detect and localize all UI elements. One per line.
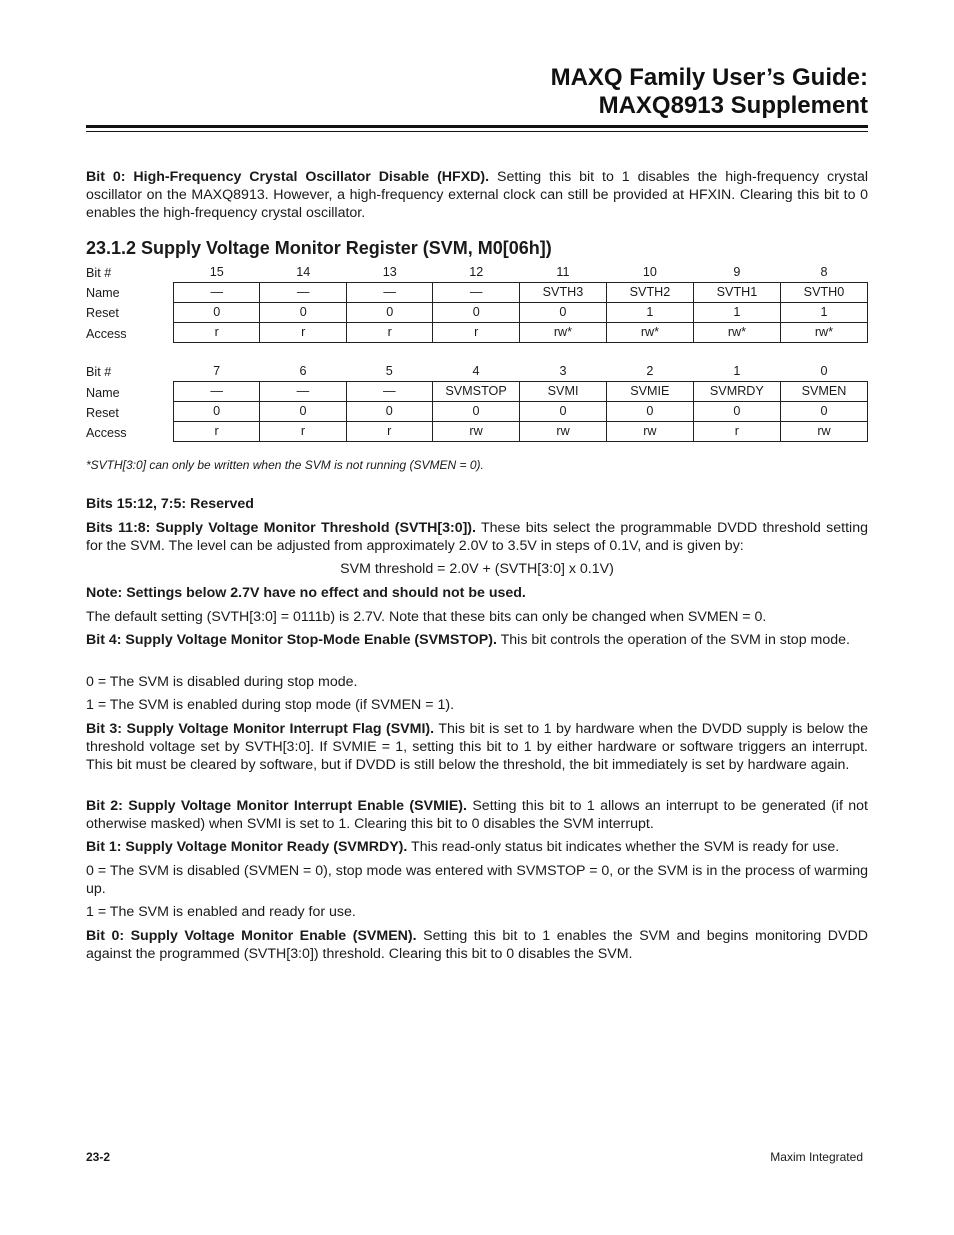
company-name: Maxim Integrated	[770, 1150, 863, 1164]
label-bit-upper: Bit #	[86, 266, 112, 280]
bit-number: 6	[299, 364, 307, 378]
bit-number: 9	[733, 265, 741, 279]
reset-cell: 0	[606, 402, 693, 422]
register-footnote: *SVTH[3:0] can only be written when the SVM is not running (SVMEN = 0).	[86, 458, 484, 472]
settings-note: Note: Settings below 2.7V have no effect and should not be used.	[86, 585, 526, 601]
hfxd-title: Bit 0: High-Frequency Crystal Oscillator Disable (HFXD).	[86, 169, 490, 185]
reset-cell: 0	[433, 303, 519, 323]
svmen-paragraph	[86, 927, 868, 963]
bit-number: 11	[556, 265, 570, 279]
bit-number-row	[174, 263, 868, 283]
header-rule-thick	[86, 125, 868, 128]
access-cell: r	[433, 323, 519, 343]
bit-name-cell: SVTH2	[606, 283, 693, 303]
access-cell: r	[260, 323, 346, 343]
bit-name-cell: SVMI	[520, 382, 607, 402]
access-cell: rw*	[606, 323, 693, 343]
svmie-paragraph	[86, 797, 868, 833]
bit-name-cell: —	[433, 283, 519, 303]
reset-cell: 0	[693, 402, 780, 422]
bit-number: 12	[469, 265, 484, 279]
bit-number: 4	[472, 364, 480, 378]
reset-cell: 0	[174, 402, 260, 422]
bit-number: 8	[820, 265, 828, 279]
access-cell: rw	[606, 422, 693, 442]
default-setting: The default setting (SVTH[3:0] = 0111b) is 2.7V. Note that these bits can only be changed when SVMEN = 0.	[86, 609, 767, 625]
title-line-2: MAXQ8913 Supplement	[598, 92, 868, 119]
reset-cell: 0	[260, 402, 346, 422]
bit-name-cell: SVTH0	[780, 283, 867, 303]
svmstop-value-1: 1 = The SVM is enabled during stop mode (if SVMEN = 1).	[86, 697, 455, 713]
reset-cell: 0	[174, 303, 260, 323]
bit-number: 7	[213, 364, 221, 378]
reset-cell: 0	[260, 303, 346, 323]
bit-name-cell: —	[260, 283, 346, 303]
bit-number: 10	[642, 265, 657, 279]
bit-name-cell: SVMIE	[606, 382, 693, 402]
svmrdy-title: Bit 1: Supply Voltage Monitor Ready (SVMRDY).	[86, 839, 408, 855]
bit-name-cell: SVTH1	[693, 283, 780, 303]
access-cell: r	[174, 323, 260, 343]
bit-number-row	[174, 362, 868, 382]
bit-name-row	[174, 283, 868, 303]
page-number: 23-2	[86, 1150, 111, 1164]
svmrdy-value-0: 0 = The SVM is disabled (SVMEN = 0), stop mode was entered with SVMSTOP = 0, or the SVM is in the process of warming up.	[86, 863, 868, 897]
svmrdy-paragraph	[86, 838, 868, 856]
register-footnote-block	[86, 457, 868, 473]
document-title	[551, 64, 868, 120]
label-name-lower: Name	[86, 386, 120, 400]
svmen-text: Setting this bit to 1 enables the SVM and begins monitoring DVDD against the programmed (SVTH[3:0]) threshold. Clearing this bit to 0 disables the SVM.	[86, 928, 869, 962]
formula-block	[86, 560, 868, 578]
access-cell: rw	[520, 422, 607, 442]
bit-name-cell: SVTH3	[519, 283, 606, 303]
register-table-lower	[173, 362, 868, 442]
header-rule-thin	[86, 131, 868, 132]
access-cell: rw	[432, 422, 519, 442]
svmrdy-1-block	[86, 903, 868, 921]
bit-number: 13	[382, 265, 397, 279]
bit-name-cell: —	[346, 382, 432, 402]
reset-row	[174, 402, 868, 422]
bit-name-cell: —	[174, 283, 260, 303]
bit-number: 0	[820, 364, 828, 378]
bit-name-cell: —	[174, 382, 260, 402]
note-block	[86, 584, 868, 602]
svmstop-value-0: 0 = The SVM is disabled during stop mode.	[86, 674, 358, 690]
label-access-lower: Access	[86, 426, 127, 440]
bit-number: 15	[209, 265, 224, 279]
reset-cell: 1	[606, 303, 693, 323]
access-cell: r	[346, 323, 432, 343]
svmie-title: Bit 2: Supply Voltage Monitor Interrupt Enable (SVMIE).	[86, 798, 467, 814]
label-reset-upper: Reset	[86, 306, 119, 320]
reset-cell: 1	[693, 303, 780, 323]
reset-cell: 0	[432, 402, 519, 422]
access-row	[174, 422, 868, 442]
svmstop-1-block	[86, 696, 868, 714]
bit-number: 2	[646, 364, 654, 378]
access-cell: r	[174, 422, 260, 442]
svth-paragraph	[86, 519, 868, 555]
svth-title: Bits 11:8: Supply Voltage Monitor Threshold (SVTH[3:0]).	[86, 520, 476, 536]
bit-name-cell: SVMEN	[780, 382, 867, 402]
label-reset-lower: Reset	[86, 406, 119, 420]
bit-name-cell: SVMRDY	[693, 382, 780, 402]
label-access-upper: Access	[86, 327, 127, 341]
svmstop-text: This bit controls the operation of the SVM in stop mode.	[496, 632, 850, 648]
svmrdy-text: This read-only status bit indicates whether the SVM is ready for use.	[407, 839, 840, 855]
bit-number: 14	[296, 265, 311, 279]
label-name-upper: Name	[86, 286, 120, 300]
reset-cell: 0	[780, 402, 867, 422]
threshold-formula: SVM threshold = 2.0V + (SVTH[3:0] x 0.1V)	[340, 561, 614, 577]
reset-cell: 0	[520, 402, 607, 422]
reset-cell: 1	[780, 303, 867, 323]
bit-number: 5	[385, 364, 393, 378]
bit-name-cell: —	[260, 382, 346, 402]
svmen-title: Bit 0: Supply Voltage Monitor Enable (SVMEN).	[86, 928, 417, 944]
title-line-1: MAXQ Family User’s Guide:	[550, 64, 868, 91]
reserved-title: Bits 15:12, 7:5: Reserved	[86, 496, 254, 512]
access-cell: rw*	[693, 323, 780, 343]
default-block	[86, 608, 868, 626]
bit-number: 1	[733, 364, 741, 378]
reset-cell: 0	[346, 303, 432, 323]
access-cell: r	[693, 422, 780, 442]
register-table-upper	[173, 263, 868, 343]
svmie-text: Setting this bit to 1 allows an interrupt to be generated (if not otherwise masked) when SVMI is set to 1. Clearing this bit to 0 disables the SVM interrupt.	[86, 798, 868, 832]
reset-row	[174, 303, 868, 323]
bit-name-cell: SVMSTOP	[432, 382, 519, 402]
reset-cell: 0	[346, 402, 432, 422]
svmstop-0-block	[86, 673, 868, 691]
section-heading-block	[86, 237, 868, 259]
svmi-text: This bit is set to 1 by hardware when the DVDD supply is below the threshold voltage set by SVTH[3:0]. If SVMIE = 1, setting this bit to 1 by either hardware or software triggers an interrupt. This bit must be cleared by software, but if DVDD is still below the threshold, the bit immediately is set by hardware again.	[86, 721, 868, 773]
bit-number: 3	[559, 364, 567, 378]
svth-text: These bits select the programmable DVDD threshold setting for the SVM. The level can be adjusted from approximately 2.0V to 3.5V in steps of 0.1V, and is given by:	[86, 520, 868, 554]
bit-name-row	[174, 382, 868, 402]
access-cell: rw	[780, 422, 867, 442]
svmstop-title: Bit 4: Supply Voltage Monitor Stop-Mode Enable (SVMSTOP).	[86, 632, 497, 648]
access-cell: r	[260, 422, 346, 442]
section-heading: 23.1.2 Supply Voltage Monitor Register (SVM, M0[06h])	[86, 238, 552, 258]
svmi-paragraph	[86, 720, 868, 774]
access-cell: r	[346, 422, 432, 442]
hfxd-paragraph	[86, 168, 868, 222]
hfxd-text: Setting this bit to 1 disables the high-frequency crystal oscillator on the MAXQ8913. However, a high-frequency external clock can still be provided at HFXIN. Clearing this bit to 0 enables the high-frequency crystal oscillator.	[86, 169, 868, 221]
svmstop-paragraph	[86, 631, 868, 649]
svmi-title: Bit 3: Supply Voltage Monitor Interrupt Flag (SVMI).	[86, 721, 435, 737]
reset-cell: 0	[519, 303, 606, 323]
access-cell: rw*	[780, 323, 867, 343]
svmrdy-0-block	[86, 862, 868, 898]
label-bit-lower: Bit #	[86, 365, 112, 379]
reserved-paragraph	[86, 495, 868, 513]
access-row	[174, 323, 868, 343]
access-cell: rw*	[519, 323, 606, 343]
bit-name-cell: —	[346, 283, 432, 303]
svmrdy-value-1: 1 = The SVM is enabled and ready for use.	[86, 904, 356, 920]
